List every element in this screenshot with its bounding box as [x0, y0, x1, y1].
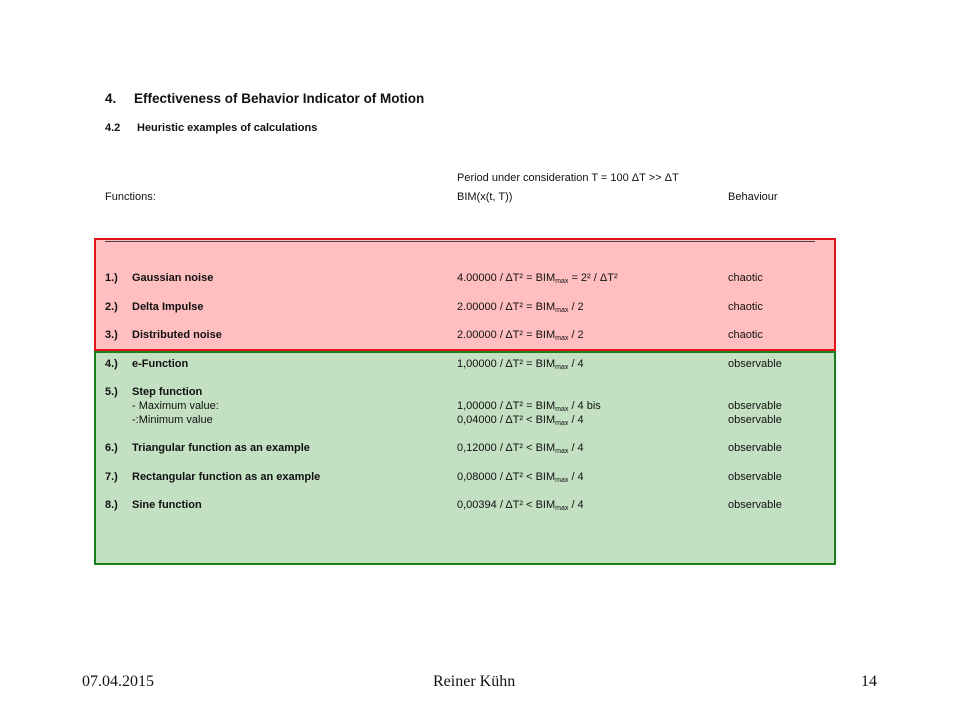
row-number: 4.): [105, 358, 118, 370]
row-bim-value: $0,00394 / \Delta T^2 < BIM_{max} / 4$: [457, 499, 584, 512]
row-sub-label: - Maximum value:: [132, 400, 219, 412]
subsection-title: Heuristic examples of calculations: [137, 122, 318, 134]
header-divider: [105, 241, 815, 242]
footer-author: Reiner Kühn: [433, 673, 516, 690]
row-bim-value: $1,00000 / \Delta T^2 = BIM_{max} / 4$ bis: [457, 400, 601, 413]
column-header-functions: Functions:: [105, 191, 156, 203]
column-header-bim: BIM(x(t, T)): [457, 191, 513, 203]
row-behaviour: observable: [728, 499, 782, 511]
row-bim-value: $2.00000 / \Delta T^2 = BIM_{max} / 2$: [457, 301, 584, 314]
row-behaviour: chaotic: [728, 301, 763, 313]
subsection-number: 4.2: [105, 122, 121, 134]
row-behaviour: observable: [728, 442, 782, 454]
row-bim-value: $2.00000 / \Delta T^2 = BIM_{max} / 2$: [457, 329, 584, 342]
row-function-name: Delta Impulse: [132, 301, 204, 313]
row-function-name: Sine function: [132, 499, 202, 511]
observable-highlight-box: [94, 351, 836, 565]
row-function-name: Rectangular function as an example: [132, 471, 321, 483]
column-header-behaviour: Behaviour: [728, 191, 778, 203]
row-function-name: Step function: [132, 386, 203, 398]
footer-date: 07.04.2015: [82, 673, 154, 690]
row-bim-value: $0,12000 / \Delta T^2 < BIM_{max} / 4$: [457, 442, 584, 455]
row-function-name: Triangular function as an example: [132, 442, 310, 454]
row-number: 6.): [105, 442, 118, 454]
row-number: 3.): [105, 329, 118, 341]
row-number: 1.): [105, 272, 118, 284]
row-bim-value: $4.00000 / \Delta T^2 = BIM_{max} = 2^2 / \Delta T^2$: [457, 272, 618, 285]
row-behaviour: observable: [728, 358, 782, 370]
row-behaviour: chaotic: [728, 329, 763, 341]
section-number: 4.: [105, 91, 117, 106]
row-function-name: Gaussian noise: [132, 272, 214, 284]
row-sub-label: -:Minimum value: [132, 414, 213, 426]
row-number: 7.): [105, 471, 118, 483]
row-bim-value: $0,08000 / \Delta T^2 < BIM_{max} / 4$: [457, 471, 584, 484]
section-title: Effectiveness of Behavior Indicator of Motion: [134, 91, 425, 106]
row-behaviour: observable: [728, 400, 782, 412]
row-function-name: Distributed noise: [132, 329, 222, 341]
row-function-name: e-Function: [132, 358, 189, 370]
row-number: 5.): [105, 386, 118, 398]
row-bim-value: $0,04000 / \Delta T^2 < BIM_{max} / 4$: [457, 414, 584, 427]
row-bim-value: $1,00000 / \Delta T^2 = BIM_{max} / 4$: [457, 358, 584, 371]
row-behaviour: observable: [728, 414, 782, 426]
period-note: Period under consideration T = 100 ΔT >> ΔT: [457, 172, 679, 184]
row-number: 8.): [105, 499, 118, 511]
footer-page-number: 14: [861, 673, 877, 690]
row-behaviour: observable: [728, 471, 782, 483]
row-number: 2.): [105, 301, 118, 313]
row-behaviour: chaotic: [728, 272, 763, 284]
